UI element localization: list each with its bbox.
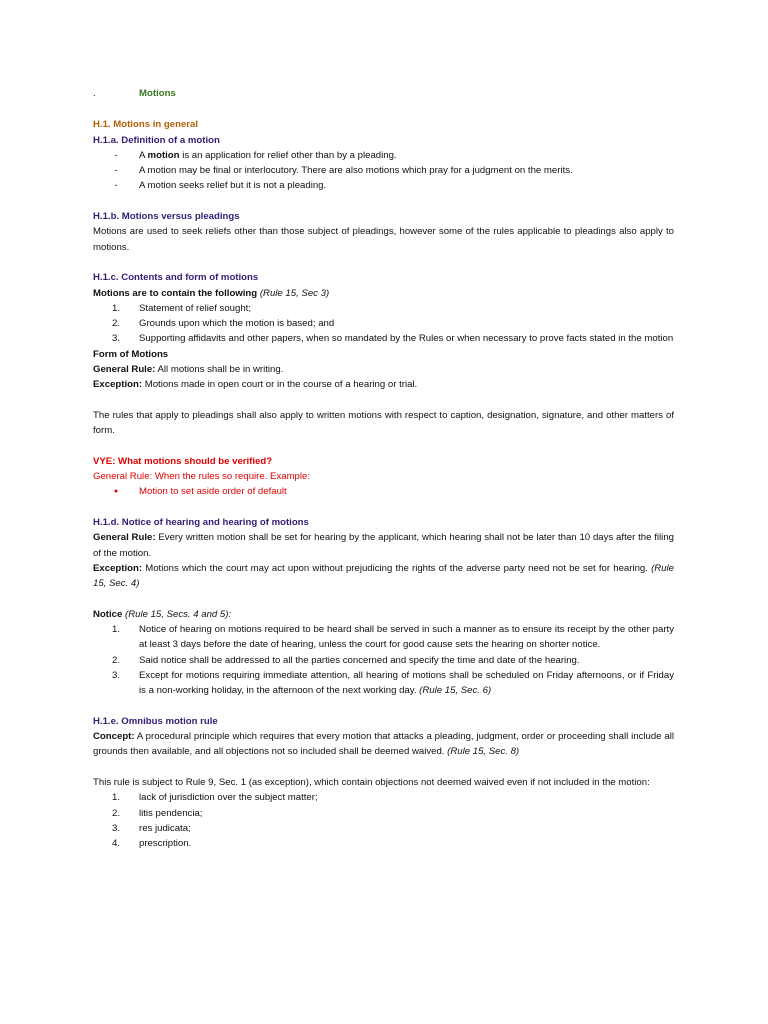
number-marker: 2. xyxy=(111,807,120,819)
citation: (Rule 15, Sec. 6) xyxy=(419,685,492,697)
dash-marker: - xyxy=(114,165,118,177)
item-text: res judicata; xyxy=(139,822,191,834)
title-dot: . xyxy=(93,88,96,99)
dash-marker: - xyxy=(114,180,118,192)
vye-heading: VYE: What motions should be verified? xyxy=(93,455,273,467)
general-rule: General Rule: Every written motion shall be set for hearing by the applicant, which hearing shall not be later than 10 days after the filing of the motion. xyxy=(93,532,674,559)
list-item xyxy=(93,653,674,668)
item-text: prescription. xyxy=(139,838,192,850)
citation: (Rule 15, Sec. 4) xyxy=(93,562,674,590)
list-item xyxy=(93,148,674,163)
item-text: A motion seeks relief but it is not a pleading. xyxy=(139,180,327,192)
dash-marker: - xyxy=(114,149,118,161)
citation: (Rule 15, Secs. 4 and 5): xyxy=(122,608,232,620)
paragraph: Motions are used to seek reliefs other than those subject of pleadings, however some of the rules applicable to pleadings also apply to motions. xyxy=(93,226,674,253)
exception: Exception: Motions which the court may act upon without prejudicing the rights of the adverse party need not be set for hearing. (Rule 15, Sec. 4) xyxy=(93,562,674,590)
document-page xyxy=(93,86,674,852)
contents-intro-bold: Motions are to contain the following xyxy=(93,287,258,299)
bullet-marker: ● xyxy=(113,488,119,496)
vye-general-rule: General Rule: When the rules so require. Example: xyxy=(93,471,311,483)
section-heading-h1e: H.1.e. Omnibus motion rule xyxy=(93,715,218,727)
objections-list xyxy=(93,790,674,851)
list-item xyxy=(93,301,674,316)
citation: (Rule 15, Sec 3) xyxy=(257,287,330,299)
title-text: Motions xyxy=(139,88,176,99)
contents-list xyxy=(93,301,674,347)
number-marker: 3. xyxy=(111,333,120,345)
form-heading: Form of Motions xyxy=(93,348,169,360)
vye-list xyxy=(93,484,674,499)
section-heading-h1b: H.1.b. Motions versus pleadings xyxy=(93,211,240,223)
item-text: Notice of hearing on motions required to be heard shall be served in such a manner as to ensure its receipt by the other party at least 3 days before the date of hearing, unless the court for good cause sets the hearing on shorter notice. xyxy=(139,624,674,651)
item-text: Motion to set aside order of default xyxy=(139,486,287,498)
concept: Concept: A procedural principle which requires that every motion that attacks a pleading, judgment, order or proceeding shall include all grounds then available, and all objections not so included shall be deemed waived. (Rule 15, Sec. 8) xyxy=(93,731,674,758)
paragraph: The rules that apply to pleadings shall also apply to written motions with respect to caption, designation, signature, and other matters of form. xyxy=(93,409,674,437)
number-marker: 3. xyxy=(111,669,120,681)
item-text: Statement of relief sought; xyxy=(139,302,251,314)
number-marker: 2. xyxy=(111,654,120,666)
item-text: A motion may be final or interlocutory. There are also motions which pray for a judgment on the merits. xyxy=(139,165,573,177)
section-heading-h1: H.1. Motions in general xyxy=(93,119,199,131)
number-marker: 3. xyxy=(111,822,120,834)
item-text: litis pendencia; xyxy=(139,807,203,819)
definition-list xyxy=(93,148,674,194)
number-marker: 1. xyxy=(111,624,120,636)
item-text: is an application for relief other than by a pleading. xyxy=(179,149,397,161)
list-item xyxy=(93,316,674,331)
exception: Exception: Motions made in open court or in the course of a hearing or trial. xyxy=(93,379,418,391)
general-rule: General Rule: All motions shall be in writing. xyxy=(93,364,284,376)
list-item xyxy=(93,790,674,805)
section-heading-h1d: H.1.d. Notice of hearing and hearing of motions xyxy=(93,517,309,529)
citation: (Rule 15, Sec. 8) xyxy=(447,746,520,758)
paragraph: This rule is subject to Rule 9, Sec. 1 (as exception), which contain objections not deemed waived even if not included in the motion: xyxy=(93,777,650,789)
item-text: Supporting affidavits and other papers, when so mandated by the Rules or when necessary to prove facts stated in the motion xyxy=(139,333,674,345)
notice-list xyxy=(93,622,674,698)
list-item xyxy=(93,668,674,699)
section-heading-h1a: H.1.a. Definition of a motion xyxy=(93,134,220,146)
item-text: A xyxy=(139,149,148,161)
item-bold: motion xyxy=(147,149,180,161)
contents-intro xyxy=(93,286,674,301)
list-item xyxy=(93,163,674,178)
list-item xyxy=(93,821,674,836)
document-title xyxy=(93,86,674,101)
item-text: lack of jurisdiction over the subject matter; xyxy=(139,792,318,804)
list-item xyxy=(93,331,674,346)
section-heading-h1c: H.1.c. Contents and form of motions xyxy=(93,272,259,284)
number-marker: 1. xyxy=(111,792,120,804)
list-item xyxy=(93,806,674,821)
list-item xyxy=(93,836,674,851)
number-marker: 1. xyxy=(111,302,120,314)
number-marker: 2. xyxy=(111,318,120,330)
list-item xyxy=(93,178,674,193)
list-item xyxy=(93,484,674,499)
list-item xyxy=(93,622,674,653)
number-marker: 4. xyxy=(111,838,120,850)
item-text: Grounds upon which the motion is based; and xyxy=(139,318,335,330)
item-text: Except for motions requiring immediate attention, all hearing of motions shall be scheduled on Friday afternoons, or if Friday is a non-working holiday, in the afternoon of the next working day. xyxy=(139,669,674,697)
notice-intro: Notice (Rule 15, Secs. 4 and 5): xyxy=(93,608,232,620)
item-text: Said notice shall be addressed to all the parties concerned and specify the time and date of the hearing. xyxy=(139,654,580,666)
